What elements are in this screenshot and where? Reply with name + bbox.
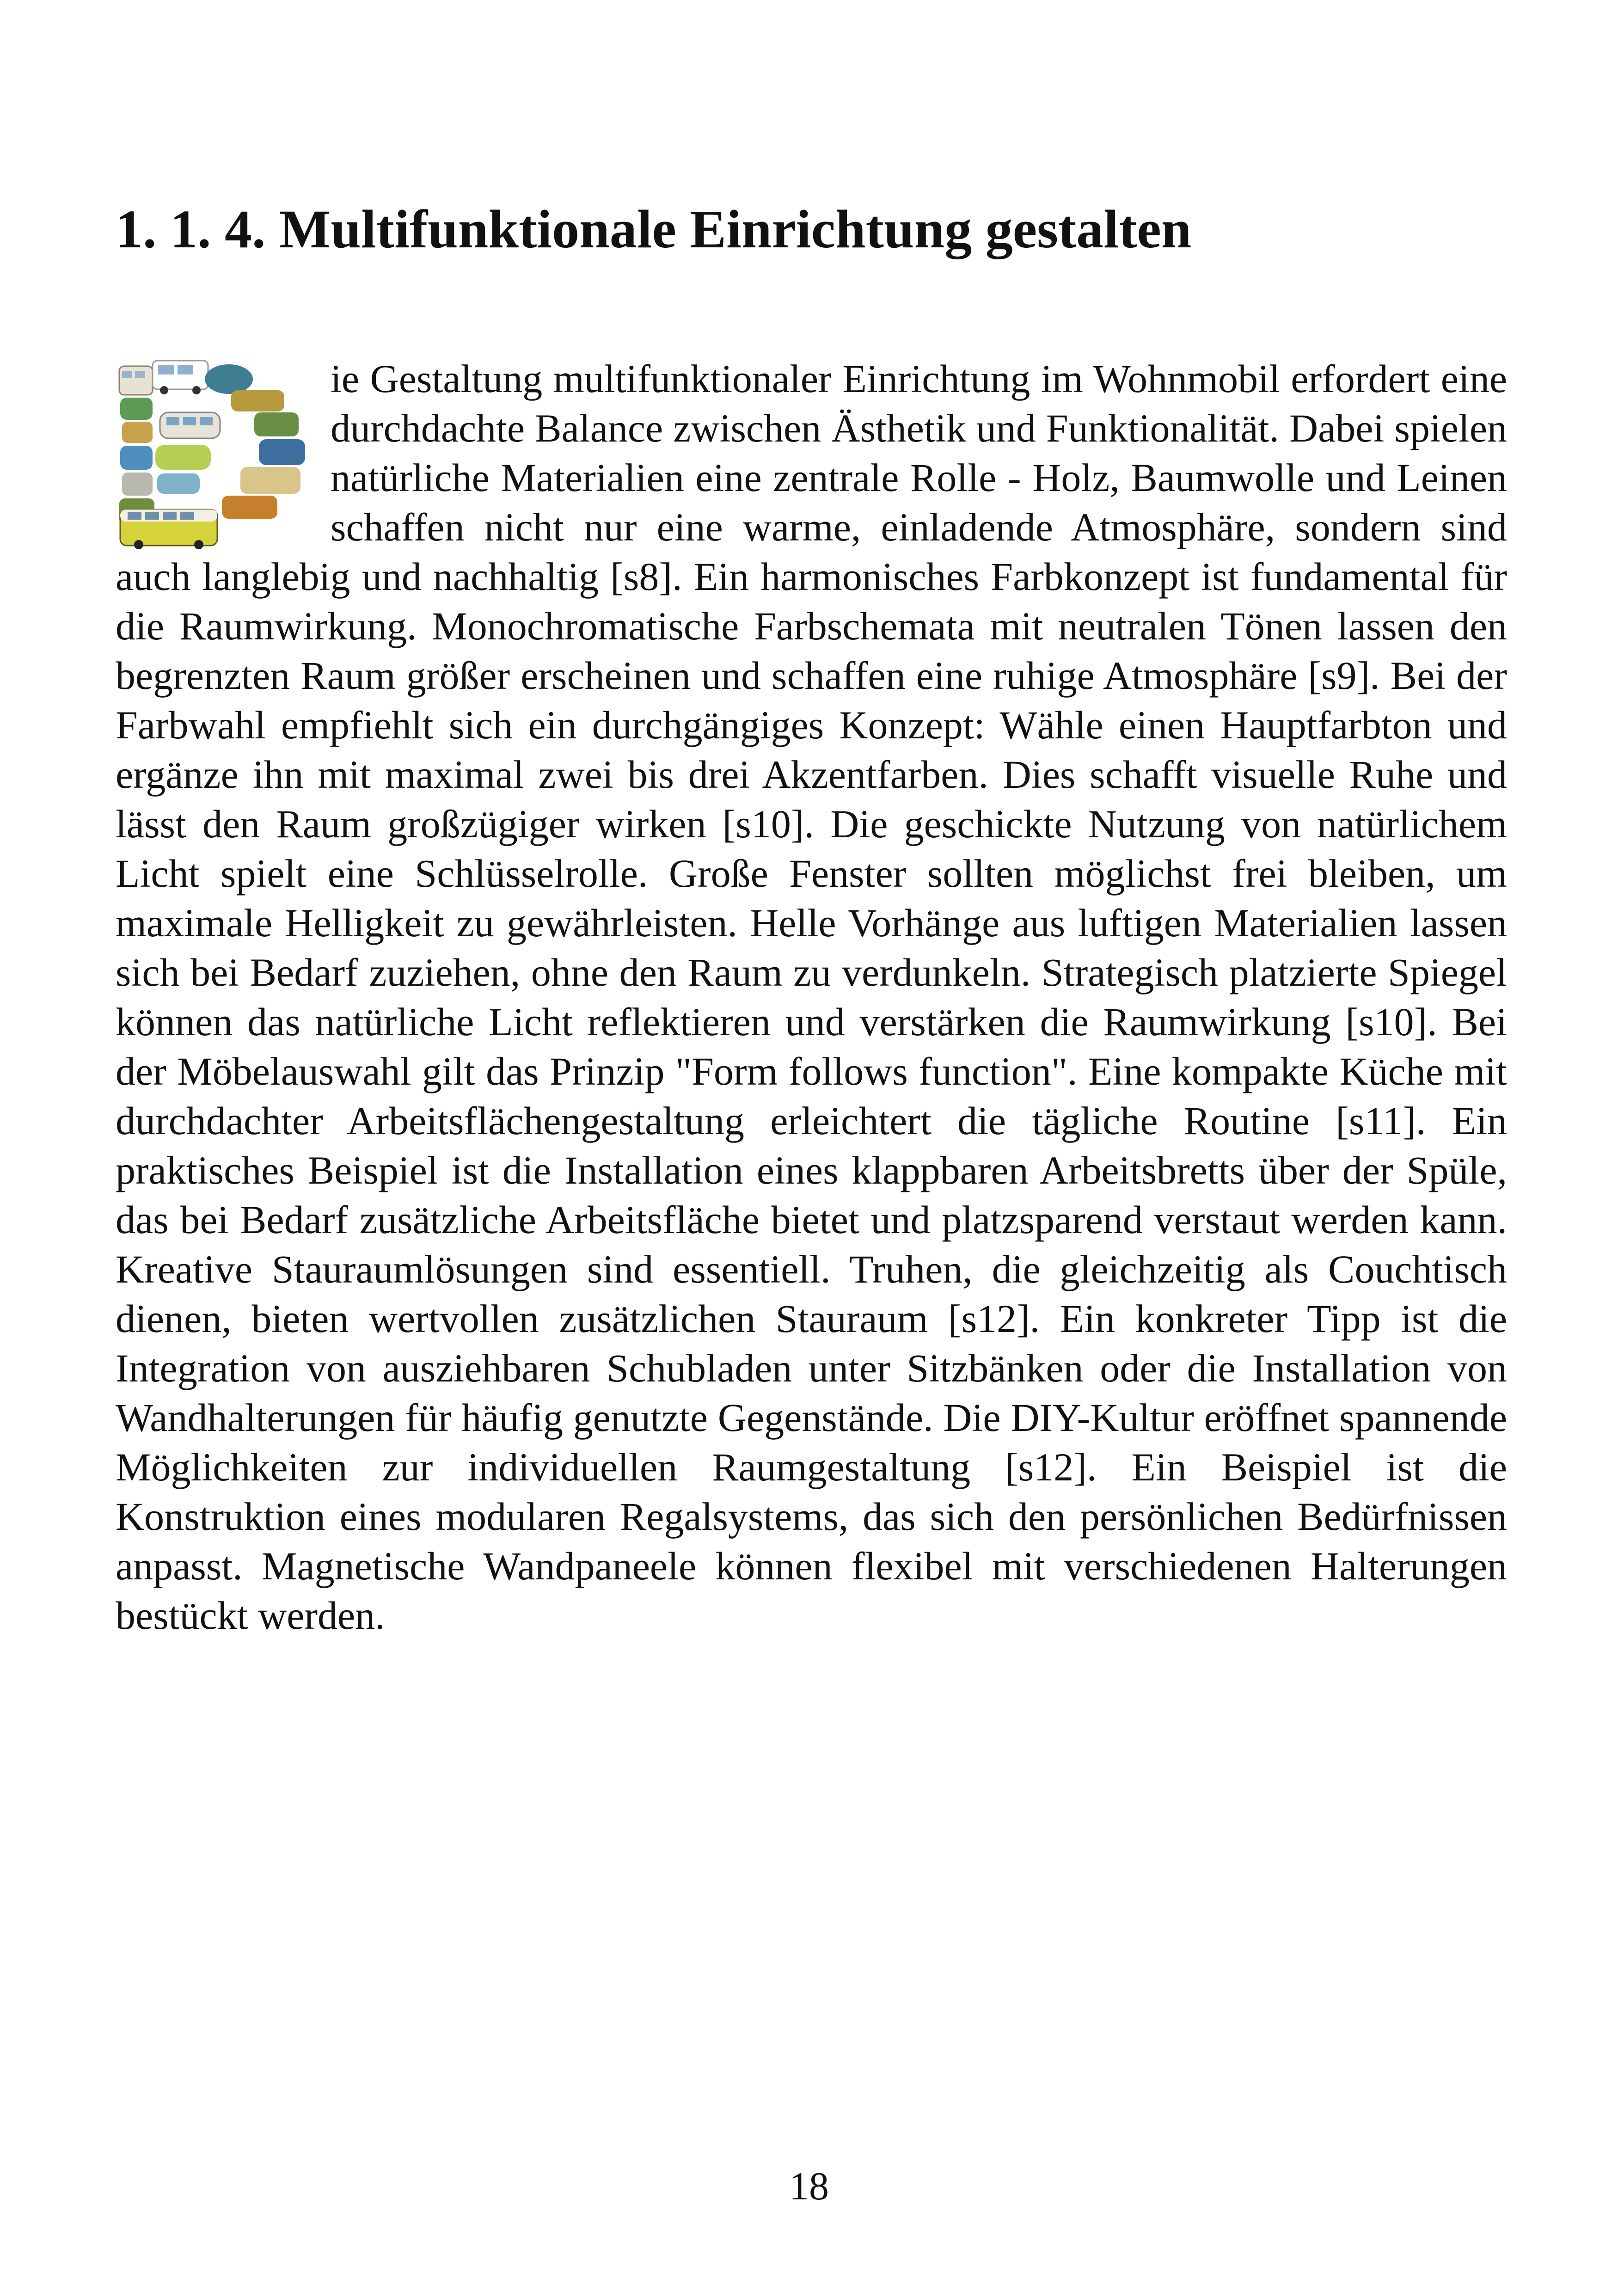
body-paragraph xyxy=(116,354,1507,1640)
drop-cap-d-icon xyxy=(116,357,317,549)
page-number: 18 xyxy=(789,2164,829,2208)
section-heading: 1. 1. 4. Multifunktionale Einrichtung gestalten xyxy=(116,199,1192,259)
paragraph-text: ie Gestaltung multifunktionaler Einrichtung im Wohnmobil erfordert eine durchdachte Balance zwischen Ästhetik und Funktionalität. Dabei spielen natürliche Materialien eine zentrale Rolle - Holz, Baumwolle und Leinen schaffen nicht nur eine warme, einladende Atmosphäre, sondern sind auch langlebig und nachhaltig [s8]. Ein harmonisches Farbkonzept ist fundamental für die Raumwirkung. Monochromatische Farbschemata mit neutralen Tönen lassen den begrenzten Raum größer erscheinen und schaffen eine ruhige Atmosphäre [s9]. Bei der Farbwahl empfiehlt sich ein durchgängiges Konzept: Wähle einen Hauptfarbton und ergänze ihn mit maximal zwei bis drei Akzentfarben. Dies schafft visuelle Ruhe und lässt den Raum großzügiger wirken [s10]. Die geschickte Nutzung von natürlichem Licht spielt eine Schlüsselrolle. Große Fenster sollten möglichst frei bleiben, um maximale Helligkeit zu gewährleisten. Helle Vorhänge aus luftigen Materialien lassen sich bei Bedarf zuziehen, ohne den Raum zu verdunkeln. Strategisch platzierte Spiegel können das natürliche Licht reflektieren und verstärken die Raumwirkung [s10]. Bei der Möbelauswahl gilt das Prinzip "Form follows function". Eine kompakte Küche mit durchdachter Arbeitsflächengestaltung erleichtert die tägliche Routine [s11]. Ein praktisches Beispiel ist die Installation eines klappbaren Arbeitsbretts über der Spüle, das bei Bedarf zusätzliche Arbeitsfläche bietet und platzsparend verstaut werden kann. Kreative Stauraumlösungen sind essentiell. Truhen, die gleichzeitig als Couchtisch dienen, bieten wertvollen zusätzlichen Stauraum [s12]. Ein konkreter Tipp ist die Integration von ausziehbaren Schubladen unter Sitzbänken oder die Installation von Wandhalterungen für häufig genutzte Gegenstände. Die DIY-Kultur eröffnet spannende Möglichkeiten zur individuellen Raumgestaltung [s12]. Ein Beispiel ist die Konstruktion eines modularen Regalsystems, das sich den persönlichen Bedürfnissen anpasst. Magnetische Wandpaneele können flexibel mit verschiedenen Halterungen bestückt werden. xyxy=(116,356,1507,1638)
